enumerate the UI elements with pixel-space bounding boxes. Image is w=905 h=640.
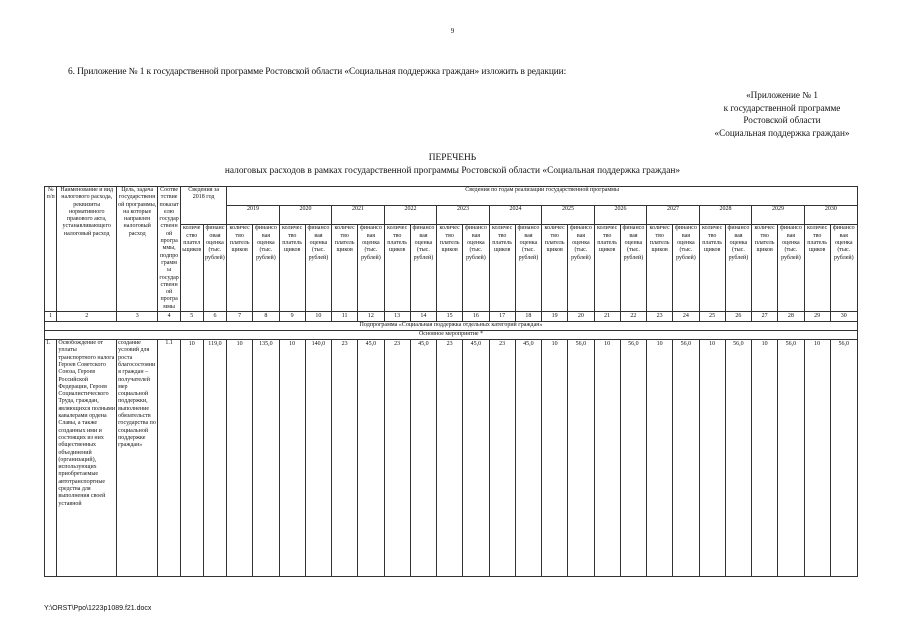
column-number: 1 <box>45 312 57 322</box>
row-value: 23 <box>489 340 515 577</box>
row-value: 10 <box>227 340 253 577</box>
row-value: 45,0 <box>463 340 490 577</box>
column-number: 25 <box>699 312 725 322</box>
column-number: 10 <box>305 312 332 322</box>
tax-expenditures-table <box>44 186 858 577</box>
header-finance: финансовая оценка (тыс. рублей) <box>203 225 227 312</box>
header-count: количество плательщиков <box>227 225 253 312</box>
column-number: 12 <box>358 312 385 322</box>
row-value: 45,0 <box>410 340 437 577</box>
subprogram-row: Подпрограмма «Социальная поддержка отдельных категорий граждан» <box>45 322 858 331</box>
column-number: 3 <box>117 312 158 322</box>
header-finance: финансовая оценка (тыс. рублей) <box>673 225 700 312</box>
column-number: 11 <box>332 312 358 322</box>
column-number: 14 <box>410 312 437 322</box>
header-indicator: Соответствие показателю государственной программы, подпрограммы государственной программы <box>159 187 179 310</box>
row-goal: создание условий для роста благосостояния граждан – получателей мер социальной поддержки, выполнение обязательств государства по социальной поддержке граждан» <box>117 340 158 577</box>
header-year: 2021 <box>332 206 385 225</box>
column-number: 30 <box>830 312 857 322</box>
header-num: № п/п <box>45 187 57 312</box>
header-count: количество плательщиков <box>279 225 305 312</box>
title-line: ПЕРЕЧЕНЬ <box>428 153 477 163</box>
column-number: 20 <box>568 312 595 322</box>
column-number: 24 <box>673 312 700 322</box>
header-count: количество плательщиков <box>489 225 515 312</box>
row-value: 23 <box>384 340 410 577</box>
header-finance: финансовая оценка (тыс. рублей) <box>620 225 647 312</box>
row-value: 10 <box>180 340 203 577</box>
column-number: 15 <box>437 312 463 322</box>
header-finance: финансовая оценка (тыс. рублей) <box>463 225 490 312</box>
column-number: 13 <box>384 312 410 322</box>
document-title <box>0 152 905 177</box>
column-number: 9 <box>279 312 305 322</box>
header-count: количество плательщиков <box>332 225 358 312</box>
header-count: количество плательщиков <box>542 225 568 312</box>
row-value: 10 <box>804 340 830 577</box>
header-count: количество плательщиков <box>594 225 620 312</box>
header-finance: финансовая оценка (тыс. рублей) <box>778 225 805 312</box>
column-number: 8 <box>253 312 280 322</box>
header-finance: финансовая оценка (тыс. рублей) <box>305 225 332 312</box>
header-year: 2026 <box>594 206 647 225</box>
header-count: количество плательщиков <box>647 225 673 312</box>
appendix-heading <box>668 89 896 139</box>
row-value: 10 <box>542 340 568 577</box>
header-finance: финансовая оценка (тыс. рублей) <box>568 225 595 312</box>
header-count: количество плательщиков <box>180 225 203 312</box>
column-number: 2 <box>57 312 117 322</box>
row-num: 1. <box>45 340 57 577</box>
row-value: 56,0 <box>830 340 857 577</box>
header-year: 2019 <box>227 206 280 225</box>
header-finance: финансовая оценка (тыс. рублей) <box>358 225 385 312</box>
column-number: 28 <box>778 312 805 322</box>
column-number: 26 <box>725 312 752 322</box>
row-value: 56,0 <box>778 340 805 577</box>
header-finance: финансовая оценка (тыс. рублей) <box>725 225 752 312</box>
column-number: 22 <box>620 312 647 322</box>
header-count: количество плательщиков <box>437 225 463 312</box>
file-path-footer: Y:\ORST\Ppo\1223p1089.f21.docx <box>44 605 152 612</box>
column-number: 27 <box>752 312 778 322</box>
row-value: 10 <box>699 340 725 577</box>
row-value: 135,0 <box>253 340 280 577</box>
row-value: 56,0 <box>673 340 700 577</box>
header-finance: финансовая оценка (тыс. рублей) <box>830 225 857 312</box>
header-count: количество плательщиков <box>384 225 410 312</box>
row-value: 10 <box>594 340 620 577</box>
column-number: 6 <box>203 312 227 322</box>
row-value: 45,0 <box>358 340 385 577</box>
row-value: 119,0 <box>203 340 227 577</box>
header-goal: Цель, задача государственной программы, на которые направлен налоговый расход <box>117 187 158 312</box>
header-year: 2027 <box>647 206 700 225</box>
header-count: количество плательщиков <box>699 225 725 312</box>
row-value: 10 <box>647 340 673 577</box>
page-number: 9 <box>450 27 455 35</box>
appendix-line: к государственной программе <box>723 102 841 113</box>
column-number: 29 <box>804 312 830 322</box>
column-number: 7 <box>227 312 253 322</box>
row-value: 56,0 <box>568 340 595 577</box>
column-number: 19 <box>542 312 568 322</box>
header-year: 2024 <box>489 206 542 225</box>
row-value: 23 <box>332 340 358 577</box>
header-2018: Сведения за 2018 год <box>180 187 226 225</box>
row-name: Освобождение от уплаты транспортного налога Героев Советского Союза, Героев Российской Федерации, Героев Социалистического Труда, граждан, являющихся полными кавалерами ордена Славы, а также созданных ими и состоящих из них общественных объединений (организаций), использующих приобретаемые автотранспортные средства для выполнения своей уставной <box>57 340 117 577</box>
row-value: 140,0 <box>305 340 332 577</box>
main-measures-row: Основное мероприятие * <box>45 331 858 340</box>
header-year: 2028 <box>699 206 752 225</box>
header-count: количество плательщиков <box>804 225 830 312</box>
header-year: 2022 <box>384 206 437 225</box>
column-number: 16 <box>463 312 490 322</box>
row-value: 45,0 <box>515 340 542 577</box>
header-finance: финансовая оценка (тыс. рублей) <box>253 225 280 312</box>
header-finance: финансовая оценка (тыс. рублей) <box>410 225 437 312</box>
row-value: 56,0 <box>725 340 752 577</box>
column-number: 18 <box>515 312 542 322</box>
row-value: 23 <box>437 340 463 577</box>
header-name: Наименование и вид налогового расхода, реквизиты нормативного правового акта, устанавливающего налоговый расход <box>57 187 117 312</box>
header-year: 2020 <box>279 206 332 225</box>
column-number: 21 <box>594 312 620 322</box>
appendix-line: «Приложение № 1 <box>746 90 818 100</box>
header-year: 2030 <box>804 206 857 225</box>
column-number: 5 <box>180 312 203 322</box>
header-finance: финансовая оценка (тыс. рублей) <box>515 225 542 312</box>
column-number: 23 <box>647 312 673 322</box>
appendix-line: Ростовской области <box>743 115 821 125</box>
column-number: 4 <box>158 312 181 322</box>
intro-text: 6. Приложение № 1 к государственной программе Ростовской области «Социальная поддержка граждан» изложить в редакции: <box>68 67 567 77</box>
row-value: 10 <box>752 340 778 577</box>
row-value: 56,0 <box>620 340 647 577</box>
header-year: 2023 <box>437 206 490 225</box>
row-value: 10 <box>279 340 305 577</box>
appendix-line: «Социальная поддержка граждан» <box>714 127 850 138</box>
header-count: количество плательщиков <box>752 225 778 312</box>
header-year: 2025 <box>542 206 595 225</box>
header-year: 2029 <box>752 206 805 225</box>
row-indicator: 1.1 <box>158 340 181 577</box>
column-number: 17 <box>489 312 515 322</box>
title-line: налоговых расходов в рамках государственной программы Ростовской области «Социальная поддержка граждан» <box>224 165 681 176</box>
header-years-group: Сведения по годам реализации государственной программы <box>227 187 858 206</box>
